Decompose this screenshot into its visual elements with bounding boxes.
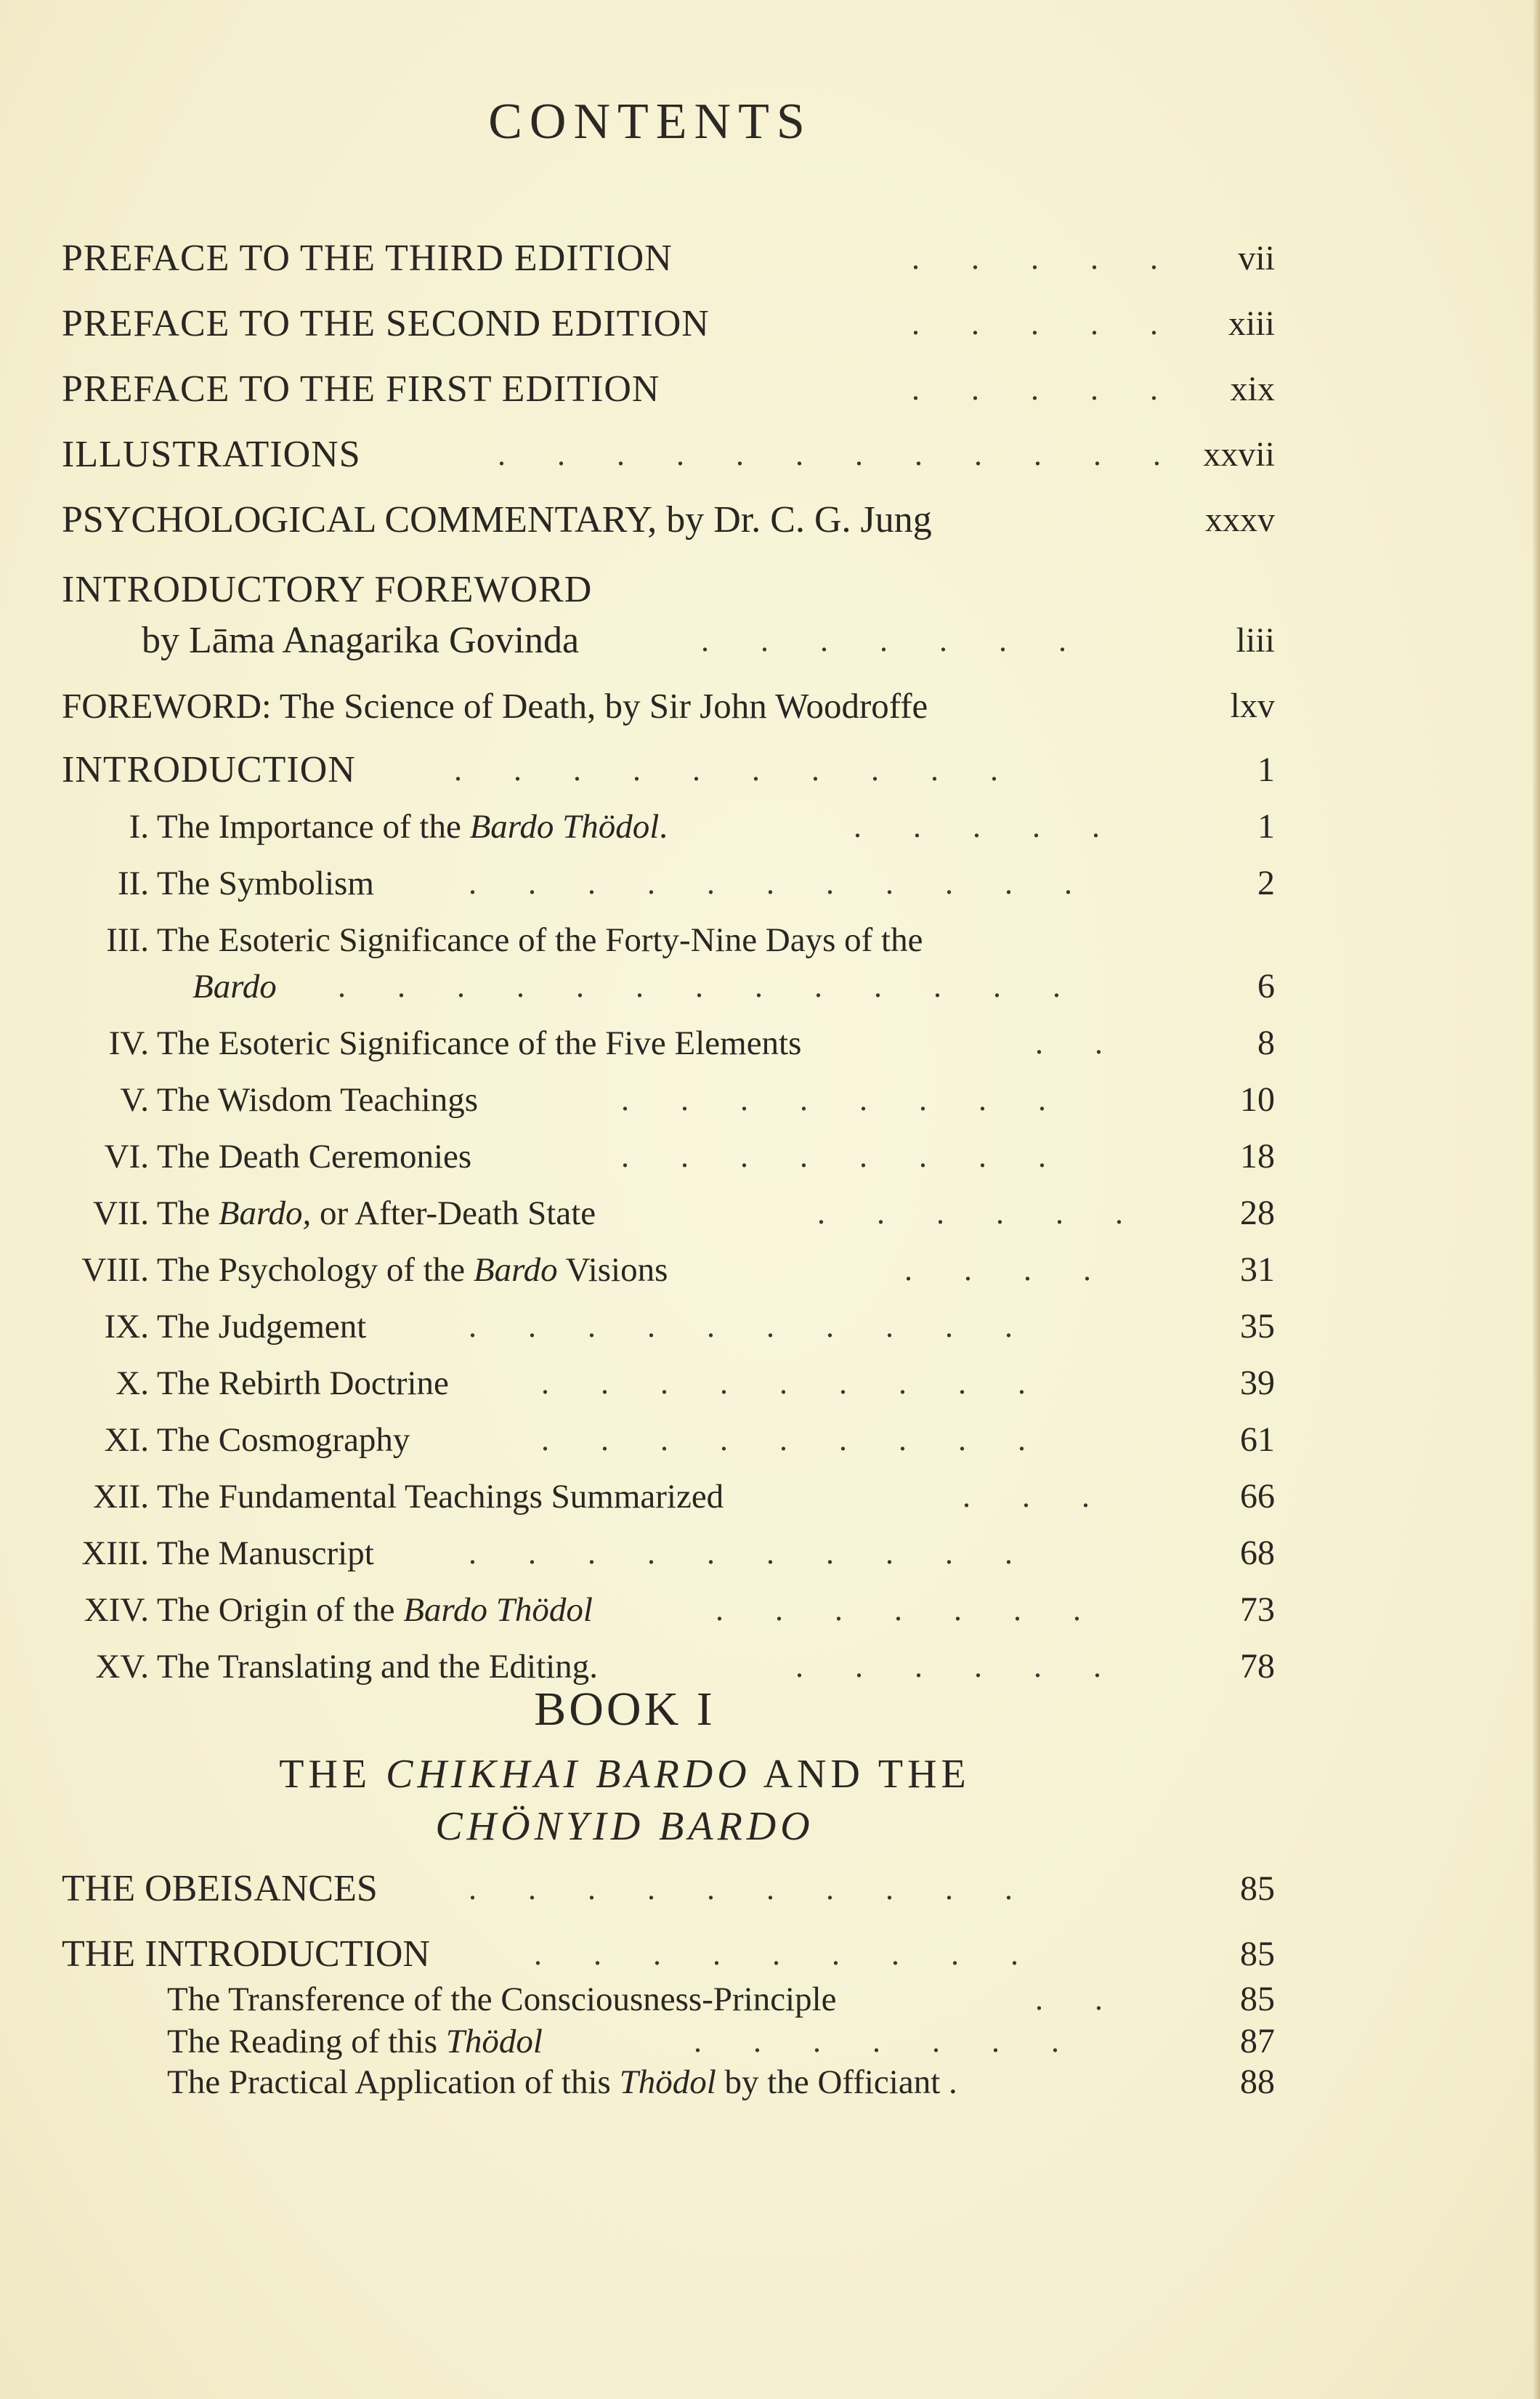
toc-section[interactable] bbox=[62, 1468, 1275, 1526]
section-title: I. The Importance of the Bardo Thödol. bbox=[62, 798, 668, 856]
page-number: 85 bbox=[1240, 1869, 1275, 1908]
leader-dots: . . . . . . . . bbox=[621, 1082, 1068, 1117]
page-number: xxxv bbox=[1205, 501, 1275, 539]
section-number: X. bbox=[115, 1364, 149, 1402]
leader-dots: . . . . . . . bbox=[701, 623, 1088, 658]
leader-dots: . . . . . . . . . bbox=[534, 1936, 1040, 1972]
page-number: liii bbox=[1236, 621, 1275, 660]
subentry-title: The Reading of this Thödol bbox=[167, 2023, 543, 2060]
leader-dots: . . . . bbox=[904, 1252, 1113, 1287]
section-number: V. bbox=[120, 1081, 149, 1119]
entry-label: THE INTRODUCTION bbox=[62, 1933, 430, 1975]
toc-section[interactable] bbox=[62, 1241, 1275, 1299]
page-number: 85 bbox=[1240, 1980, 1275, 2018]
leader-dots: . . . . . bbox=[854, 809, 1122, 844]
section-title: XV. The Translating and the Editing. bbox=[62, 1638, 598, 1696]
section-title: XIV. The Origin of the Bardo Thödol bbox=[62, 1581, 593, 1639]
page-number: 28 bbox=[1240, 1194, 1275, 1232]
page-number: 2 bbox=[1257, 864, 1275, 902]
leader-dots: . . . . . . . . . bbox=[541, 1422, 1047, 1457]
page-number: 8 bbox=[1257, 1024, 1275, 1062]
subentry-title: The Practical Application of this Thödol by the Officiant . bbox=[167, 2063, 957, 2101]
toc-entry[interactable] bbox=[62, 677, 1275, 735]
page-edge bbox=[1533, 0, 1540, 2399]
entry-label: PREFACE TO THE FIRST EDITION bbox=[62, 368, 660, 410]
entry-label: PREFACE TO THE SECOND EDITION bbox=[62, 303, 710, 344]
page-title: CONTENTS bbox=[488, 94, 812, 150]
section-number: XIII. bbox=[81, 1534, 149, 1572]
toc-section[interactable] bbox=[62, 1298, 1275, 1356]
section-number: IV. bbox=[108, 1024, 149, 1062]
toc-entry[interactable] bbox=[62, 1860, 1275, 1918]
section-title: XII. The Fundamental Teachings Summarized bbox=[62, 1468, 724, 1526]
leader-dots: . . . . . . bbox=[817, 1195, 1145, 1231]
leader-dots: . . . . . . . . . bbox=[541, 1365, 1047, 1401]
toc-section[interactable] bbox=[62, 1524, 1275, 1582]
leader-dots: . . . . . . . . . . bbox=[454, 752, 1020, 788]
leader-dots: . . . . . . . . . . . . . bbox=[338, 968, 1082, 1004]
page-number: 88 bbox=[1240, 2063, 1275, 2101]
leader-dots: . . . . . . . . . . . bbox=[469, 865, 1094, 901]
toc-section[interactable] bbox=[62, 1014, 1275, 1072]
book-heading: BOOK I bbox=[534, 1683, 716, 1736]
section-number: XII. bbox=[93, 1478, 149, 1516]
section-title: VI. The Death Ceremonies bbox=[62, 1128, 471, 1186]
entry-label: ILLUSTRATIONS bbox=[62, 434, 361, 475]
leader-dots: . . . . . . . . . . bbox=[469, 1535, 1034, 1571]
section-title: XIII. The Manuscript bbox=[62, 1524, 374, 1582]
page-number: 39 bbox=[1240, 1364, 1275, 1402]
section-number: XIV. bbox=[84, 1591, 149, 1629]
page-number: 87 bbox=[1240, 2022, 1275, 2060]
leader-dots: . . . . . . . . . . bbox=[469, 1871, 1034, 1906]
page-number: lxv bbox=[1230, 687, 1275, 725]
page-number: 10 bbox=[1240, 1080, 1275, 1119]
section-number: XI. bbox=[104, 1421, 149, 1459]
section-title: III. The Esoteric Significance of the Forty-Nine Days of the bbox=[62, 911, 923, 969]
page-number: 6 bbox=[1257, 967, 1275, 1006]
section-number: XV. bbox=[95, 1648, 149, 1686]
subentry-title: The Transference of the Consciousness-Principle bbox=[167, 1981, 837, 2018]
section-title: XI. The Cosmography bbox=[62, 1411, 410, 1469]
toc-section[interactable] bbox=[62, 1071, 1275, 1129]
section-title: VII. The Bardo, or After-Death State bbox=[62, 1184, 596, 1242]
toc-section[interactable] bbox=[62, 1354, 1275, 1412]
page-number: 66 bbox=[1240, 1477, 1275, 1516]
toc-section[interactable] bbox=[62, 854, 1275, 913]
entry-label: THE OBEISANCES bbox=[62, 1868, 378, 1909]
section-number: I. bbox=[129, 808, 149, 846]
toc-section[interactable] bbox=[62, 1581, 1275, 1639]
toc-section[interactable] bbox=[62, 958, 1275, 1016]
section-title: V. The Wisdom Teachings bbox=[62, 1071, 478, 1129]
leader-dots: . . . . . . . bbox=[694, 2023, 1081, 2059]
page-number: xix bbox=[1230, 370, 1275, 408]
section-number: VII. bbox=[93, 1194, 149, 1232]
toc-entry[interactable] bbox=[62, 491, 1275, 549]
leader-dots: . . bbox=[1035, 1981, 1124, 2017]
leader-dots: . . . . . bbox=[912, 306, 1180, 341]
toc-subentry[interactable] bbox=[62, 2053, 1275, 2111]
leader-dots: . . . . . bbox=[912, 240, 1180, 276]
leader-dots: . . . . . bbox=[912, 371, 1180, 407]
page-number: 85 bbox=[1240, 1935, 1275, 1973]
leader-dots: . . . . . . . . . . bbox=[469, 1308, 1034, 1344]
section-title: X. The Rebirth Doctrine bbox=[62, 1354, 449, 1412]
entry-byline: by Lāma Anagarika Govinda bbox=[142, 620, 580, 661]
leader-dots: . . . . . . . . . . . . bbox=[498, 437, 1183, 472]
section-number: II. bbox=[117, 865, 149, 902]
entry-label: PSYCHOLOGICAL COMMENTARY, by Dr. C. G. Jung bbox=[62, 499, 932, 541]
page-number: xiii bbox=[1228, 304, 1275, 343]
entry-label: FOREWORD: The Science of Death, by Sir John Woodroffe bbox=[62, 686, 928, 726]
leader-dots: . . . . . . . bbox=[716, 1592, 1103, 1627]
page-number: xxvii bbox=[1203, 435, 1275, 474]
section-number: VI. bbox=[104, 1138, 149, 1176]
toc-entry[interactable] bbox=[62, 741, 1275, 799]
page-number: vii bbox=[1238, 239, 1275, 278]
page-number: 68 bbox=[1240, 1534, 1275, 1572]
section-title: IV. The Esoteric Significance of the Five Elements bbox=[62, 1014, 801, 1072]
entry-label: PREFACE TO THE THIRD EDITION bbox=[62, 238, 673, 279]
section-number: VIII. bbox=[81, 1251, 149, 1289]
page-number: 1 bbox=[1257, 807, 1275, 846]
page-number: 35 bbox=[1240, 1307, 1275, 1346]
toc-entry[interactable] bbox=[62, 230, 1275, 288]
section-title: Bardo bbox=[192, 968, 277, 1006]
section-title: VIII. The Psychology of the Bardo Visions bbox=[62, 1241, 668, 1299]
section-title: II. The Symbolism bbox=[62, 854, 374, 913]
leader-dots: . . . bbox=[962, 1478, 1111, 1514]
page-number: 1 bbox=[1257, 751, 1275, 789]
toc-section[interactable] bbox=[62, 1128, 1275, 1186]
leader-dots: . . . . . . . . bbox=[621, 1138, 1068, 1174]
toc-section[interactable] bbox=[62, 798, 1275, 856]
entry-heading: INTRODUCTORY FOREWORD bbox=[62, 569, 593, 610]
toc-entry[interactable] bbox=[62, 295, 1275, 353]
section-number: IX. bbox=[104, 1308, 149, 1346]
toc-entry[interactable] bbox=[62, 360, 1275, 418]
page-number: 18 bbox=[1240, 1137, 1275, 1176]
page-number: 78 bbox=[1240, 1647, 1275, 1686]
entry-label: INTRODUCTION bbox=[62, 749, 356, 790]
toc-entry[interactable] bbox=[62, 426, 1275, 484]
toc-section[interactable] bbox=[62, 1184, 1275, 1242]
page-number: 31 bbox=[1240, 1250, 1275, 1289]
book-subtitle-line2: CHÖNYID BARDO bbox=[435, 1804, 814, 1849]
page-number: 61 bbox=[1240, 1420, 1275, 1459]
section-number: III. bbox=[106, 921, 149, 959]
toc-entry[interactable] bbox=[62, 612, 1275, 670]
toc-section[interactable] bbox=[62, 1411, 1275, 1469]
page-number: 73 bbox=[1240, 1590, 1275, 1629]
leader-dots: . . . . . . bbox=[795, 1648, 1123, 1684]
section-title: IX. The Judgement bbox=[62, 1298, 366, 1356]
book-subtitle: THE CHIKHAI BARDO AND THE bbox=[279, 1752, 970, 1797]
leader-dots: . . bbox=[1035, 1025, 1124, 1061]
